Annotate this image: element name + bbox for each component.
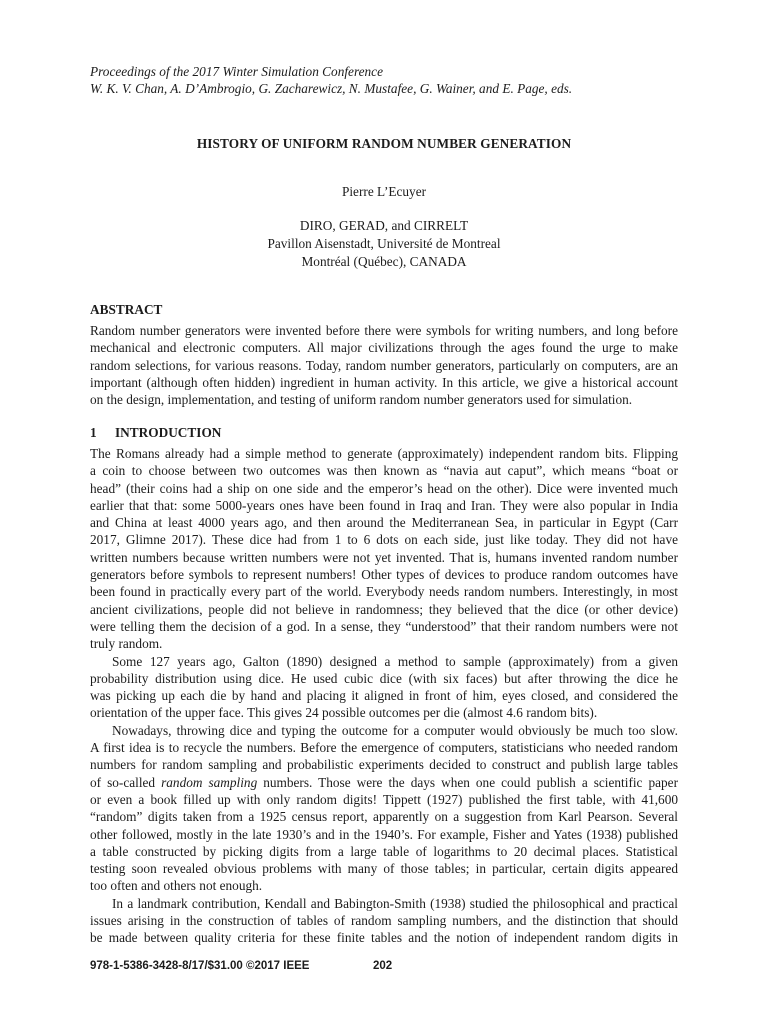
text-line: too often and others not enough. bbox=[90, 878, 263, 894]
text-line: important (although often hidden) ingredient in human activity. In this article, we give a historical account bbox=[90, 374, 678, 390]
text-line: a coin to choose between two outcomes was then known as “navia aut caput”, which means “boat or bbox=[90, 463, 678, 479]
text-fragment: of so-called bbox=[90, 774, 162, 790]
text-line: a table constructed by picking digits from a large table of logarithms to 20 decimal places. Statistical bbox=[90, 843, 678, 859]
text-line: A first idea is to recycle the numbers. Before the emergence of computers, statisticians who needed random bbox=[90, 740, 678, 756]
affiliation-line: Pavillon Aisenstadt, Université de Montreal bbox=[267, 236, 501, 251]
text-line: The Romans already had a simple method to generate (approximately) independent random bits. Flipping bbox=[90, 446, 678, 461]
text-line: numbers for random sampling and probabilistic experiments decided to construct and publish large tables bbox=[90, 757, 678, 773]
text-line: written numbers because written numbers were not yet invented. That is, humans invented random number bbox=[90, 549, 678, 565]
text-line: on the design, implementation, and testing of uniform random number generators used for simulation. bbox=[90, 392, 633, 408]
section-number: 1 bbox=[90, 425, 97, 440]
text-line: In a landmark contribution, Kendall and Babington-Smith (1938) studied the philosophical and practical bbox=[112, 895, 678, 911]
abstract-text bbox=[90, 322, 678, 408]
affiliation-line: DIRO, GERAD, and CIRRELT bbox=[299, 218, 469, 233]
text-line: testing soon revealed obvious problems with many of those tables; in particular, certain digits appeared bbox=[90, 861, 678, 877]
section-title: INTRODUCTION bbox=[115, 425, 222, 440]
text-line: other followed, mostly in the late 1930’s and in the 1940’s. For example, Fisher and Yates (1938) published bbox=[90, 826, 678, 842]
text-line: and China at least 4000 years ago, and then around the Mediterranean Sea, in particular in Egypt (Carr bbox=[90, 515, 678, 531]
author-block bbox=[90, 183, 678, 271]
abstract-heading: ABSTRACT bbox=[90, 302, 163, 317]
text-line: Random number generators were invented before there were symbols for writing numbers, and long before bbox=[90, 323, 678, 338]
text-fragment: numbers. Those were the days when one could publish a scientific paper bbox=[257, 774, 678, 790]
emphasized-term: random sampling bbox=[161, 774, 258, 790]
text-line: be made between quality criteria for these finite tables and the notion of independent random digits in bbox=[90, 930, 678, 946]
text-line: was picking up each die by hand and placing it aligned in front of him, eyes closed, and considered the bbox=[90, 688, 678, 704]
text-line: Some 127 years ago, Galton (1890) designed a method to sample (approximately) from a given bbox=[112, 653, 678, 669]
proceedings-title: Proceedings of the 2017 Winter Simulation Conference bbox=[90, 64, 383, 79]
proceedings-editors: W. K. V. Chan, A. D’Ambrogio, G. Zacharewicz, N. Mustafee, G. Wainer, and E. Page, eds. bbox=[90, 81, 573, 96]
affiliation-line: Montréal (Québec), CANADA bbox=[301, 254, 467, 269]
intro-paragraph-1 bbox=[90, 445, 678, 947]
paper-title: HISTORY OF UNIFORM RANDOM NUMBER GENERATION bbox=[196, 136, 572, 151]
text-line: 2017, Glimne 2017). These dice had from 1 to 6 dots on each side, just like today. They did not have bbox=[90, 532, 678, 548]
text-line: generators before symbols to represent numbers! Other types of devices to produce random outcomes have bbox=[90, 567, 678, 583]
author-name: Pierre L’Ecuyer bbox=[341, 184, 427, 199]
text-line bbox=[90, 774, 678, 791]
page-number: 202 bbox=[373, 960, 393, 972]
text-line: orientation of the upper face. This gives 24 possible outcomes per die (almost 4.6 random bits). bbox=[90, 705, 598, 721]
text-line: mechanical and electronic computers. All major civilizations through the ages found the urge to make bbox=[90, 340, 678, 356]
text-line: truly random. bbox=[90, 636, 163, 652]
text-line: or even a book filled up with only random digits! Tippett (1927) published the first table, with 41,600 bbox=[90, 791, 678, 807]
text-line: head” (their coins had a ship on one side and the emperor’s head on the other). Dice were invented much bbox=[90, 480, 678, 496]
text-line: random selections, for various reasons. Today, random number generators, particularly on computers, are an bbox=[90, 357, 678, 373]
text-line: ancient civilizations, people did not believe in randomness; they believed that the dice (or other device) bbox=[90, 601, 678, 617]
text-line: Nowadays, throwing dice and typing the outcome for a computer would obviously be much too slow. bbox=[112, 722, 678, 738]
text-line: earlier that that: some 5000-years ones have been found in Iraq and Iran. They were also popular in India bbox=[90, 497, 678, 513]
text-line: “random” digits taken from a 1925 census report, apparently on a suggestion from Karl Pearson. Several bbox=[90, 809, 678, 825]
proceedings-header bbox=[90, 63, 690, 97]
copyright-notice: 978-1-5386-3428-8/17/$31.00 ©2017 IEEE bbox=[90, 960, 310, 972]
text-line: probability distribution using dice. He used cubic dice (with six faces) but after throwing the dice he bbox=[90, 670, 678, 686]
text-line: been found in practically every part of the world. Everybody needs random numbers. Interestingly, in most bbox=[90, 584, 678, 600]
text-line: issues arising in the construction of tables of random sampling numbers, and the distinction that should bbox=[90, 913, 678, 929]
text-line: were telling them the decision of a god. In a sense, they “understood” that their random numbers were not bbox=[90, 618, 678, 634]
section-heading-introduction bbox=[90, 425, 221, 441]
